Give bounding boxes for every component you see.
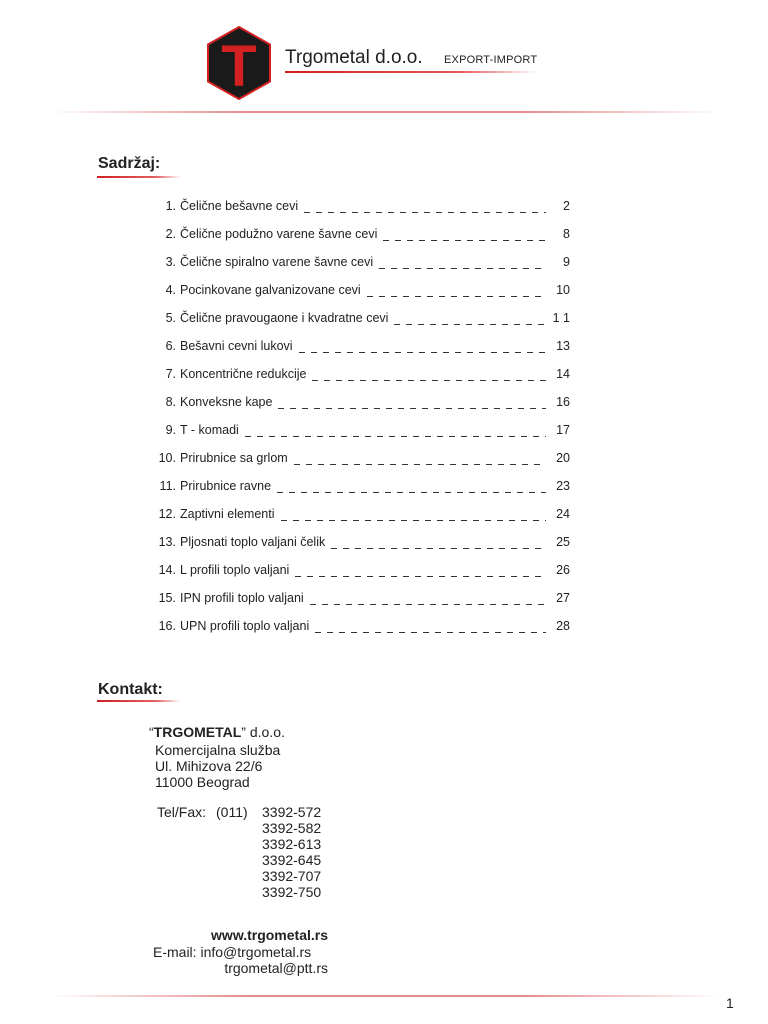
toc-item-leader: [304, 212, 546, 213]
toc-item-page: 23: [556, 479, 570, 493]
toc-item[interactable]: [140, 563, 570, 581]
toc-item-number: 1.: [165, 199, 176, 213]
toc-item-title: IPN profili toplo valjani: [180, 591, 304, 605]
contact-department: Komercijalna služba: [155, 742, 281, 758]
phone-number[interactable]: 3392-613: [262, 836, 322, 852]
toc-item-leader: [331, 548, 546, 549]
toc-item-title: Prirubnice ravne: [180, 479, 272, 493]
toc-item[interactable]: [140, 311, 570, 329]
page-number: 1: [726, 995, 734, 1011]
toc-item[interactable]: [140, 283, 570, 301]
toc-item[interactable]: [140, 619, 570, 637]
toc-item[interactable]: [140, 339, 570, 357]
toc-item[interactable]: [140, 507, 570, 525]
toc-item-title: Zaptivni elementi: [180, 507, 275, 521]
toc-item[interactable]: [140, 451, 570, 469]
logo-letter: T: [221, 34, 257, 99]
toc-item-title: Pljosnati toplo valjani čelik: [180, 535, 326, 549]
header-divider: [50, 111, 720, 113]
toc-item-leader: [367, 296, 546, 297]
toc-item-leader: [312, 380, 546, 381]
toc-heading: Sadržaj:: [98, 155, 161, 172]
toc-item-leader: [315, 632, 546, 633]
toc-item-leader: [278, 408, 546, 409]
toc-item-page: 20: [556, 451, 570, 465]
company-name: Trgometal d.o.o.: [285, 47, 423, 68]
toc-item-leader: [281, 520, 547, 521]
phone-number[interactable]: 3392-572: [262, 804, 322, 820]
toc-item-number: 10.: [158, 451, 176, 465]
toc-item-leader: [299, 352, 546, 353]
trgometal-logo: [207, 26, 271, 100]
toc-item-title: UPN profili toplo valjani: [180, 619, 310, 633]
tagline: EXPORT-IMPORT: [444, 54, 538, 66]
toc-item-leader: [310, 604, 546, 605]
toc-item-title: Koncentrične redukcije: [180, 367, 307, 381]
toc-item-leader: [379, 268, 546, 269]
email-link-2[interactable]: trgometal@ptt.rs: [224, 960, 328, 976]
toc-item-page: 1 1: [552, 311, 570, 325]
toc-item-number: 11.: [159, 479, 176, 493]
toc-item-page: 17: [556, 423, 570, 437]
toc-item-title: T - komadi: [180, 423, 239, 437]
website-link[interactable]: www.trgometal.rs: [211, 927, 328, 943]
toc-item[interactable]: [140, 591, 570, 609]
email-link-1[interactable]: info@trgometal.rs: [200, 944, 312, 960]
toc-item-number: 13.: [158, 535, 176, 549]
email-label: E-mail:: [153, 944, 197, 960]
toc-item-leader: [394, 324, 546, 325]
toc-item-page: 10: [556, 283, 570, 297]
toc-item[interactable]: [140, 535, 570, 553]
toc-item-leader: [245, 436, 546, 437]
toc-item-title: Čelične bešavne cevi: [180, 199, 299, 213]
toc-item[interactable]: [140, 367, 570, 385]
toc-item-title: Čelične podužno varene šavne cevi: [180, 227, 378, 241]
toc-item-leader: [383, 240, 546, 241]
toc-heading-underline: [97, 176, 181, 178]
toc-item-title: Bešavni cevni lukovi: [180, 339, 293, 353]
toc-item[interactable]: [140, 395, 570, 413]
toc-item-title: Konveksne kape: [180, 395, 273, 409]
toc-item[interactable]: [140, 479, 570, 497]
contact-heading-underline: [97, 700, 181, 702]
toc-item[interactable]: [140, 199, 570, 217]
phone-number[interactable]: 3392-707: [262, 868, 322, 884]
toc-item-number: 5.: [165, 311, 176, 325]
toc-item-number: 3.: [165, 255, 176, 269]
toc-item-page: 24: [556, 507, 570, 521]
toc-item-number: 16.: [158, 619, 176, 633]
brand-underline: [285, 71, 537, 73]
toc-item-number: 7.: [165, 367, 176, 381]
toc-item-number: 6.: [165, 339, 176, 353]
toc-item-page: 27: [556, 591, 570, 605]
toc-item-title: Čelične pravougaone i kvadratne cevi: [180, 311, 389, 325]
phone-number[interactable]: 3392-582: [262, 820, 322, 836]
toc-item-title: Pocinkovane galvanizovane cevi: [180, 283, 361, 297]
contact-company: “TRGOMETAL” d.o.o.: [149, 724, 285, 740]
footer-divider: [50, 995, 720, 997]
toc-item-page: 16: [556, 395, 570, 409]
toc-item-number: 15.: [158, 591, 176, 605]
phone-number[interactable]: 3392-645: [262, 852, 322, 868]
toc-item-number: 12.: [158, 507, 176, 521]
phone-number[interactable]: 3392-750: [262, 884, 322, 900]
toc-item-title: L profili toplo valjani: [180, 563, 290, 577]
toc-item-number: 8.: [165, 395, 176, 409]
toc-item-leader: [277, 492, 546, 493]
toc-item-leader: [295, 576, 546, 577]
toc-item-number: 4.: [165, 283, 176, 297]
toc-item-title: Čelične spiralno varene šavne cevi: [180, 255, 374, 269]
toc-item-number: 9.: [165, 423, 176, 437]
contact-heading: Kontakt:: [98, 681, 163, 698]
toc-item-page: 8: [563, 227, 570, 241]
contact-city: 11000 Beograd: [155, 774, 250, 790]
toc-item-page: 25: [556, 535, 570, 549]
phone-label: Tel/Fax:: [157, 804, 207, 820]
toc-item-leader: [294, 464, 546, 465]
toc-item-page: 9: [563, 255, 570, 269]
toc-item-title: Prirubnice sa grlom: [180, 451, 288, 465]
contact-street: Ul. Mihizova 22/6: [155, 758, 263, 774]
phone-area-code: (011): [216, 804, 248, 820]
toc-item[interactable]: [140, 255, 570, 273]
toc-item[interactable]: [140, 423, 570, 441]
toc-item-page: 26: [556, 563, 570, 577]
email-line: [153, 944, 311, 960]
toc-item-number: 14.: [158, 563, 176, 577]
toc-item-page: 14: [556, 367, 570, 381]
toc-item[interactable]: [140, 227, 570, 245]
toc-item-page: 28: [556, 619, 570, 633]
toc-item-page: 2: [563, 199, 570, 213]
toc-item-number: 2.: [165, 227, 176, 241]
toc-item-page: 13: [556, 339, 570, 353]
